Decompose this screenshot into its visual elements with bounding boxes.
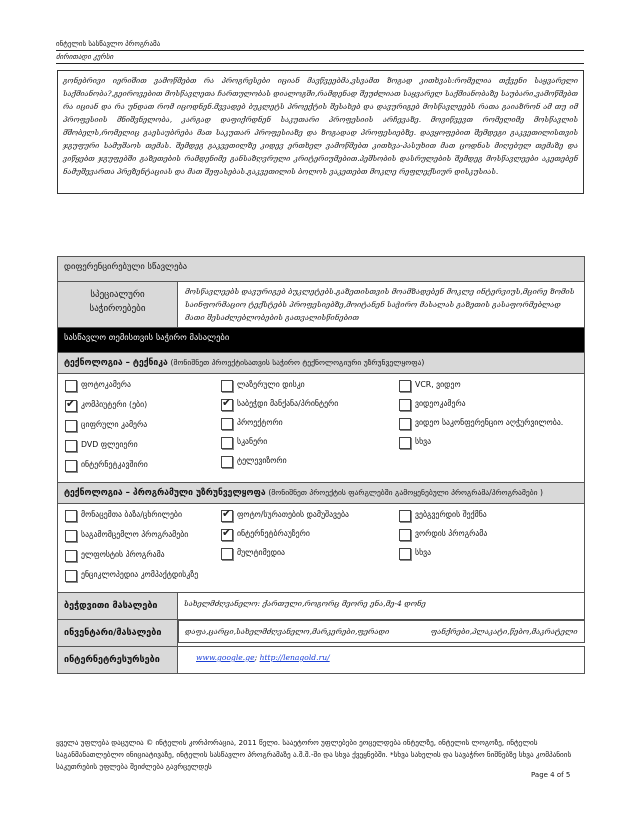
- footer-copyright: ყველა უფლება დაცულია © ინტელის კორპორაცია, 2011 წელი. სააეტორო უფლებები ეოცელდება ინტელზე, ინტელის ლოგოზე, ინტელის საგანმანათლებლო ინიციატივაზე, ინტელის სასწავლო პროგრამაზე ა.შ.შ.-ში და სხვა ქვეყნებში. *სხვა სახელის და სავაჭრო ნიშნებზე სხვა კომპანიის საკუთრების უფლება შეიძლება გავრცელდეს: [56, 738, 572, 771]
- checklist-item: [399, 547, 589, 566]
- checklist-item-label: ინტერნეტკავშირი: [81, 460, 148, 469]
- checked-checkbox[interactable]: [221, 399, 233, 411]
- checkbox[interactable]: [399, 548, 411, 560]
- checklist-item-label: ვებგვერდის შექმნა: [415, 510, 487, 519]
- checklist-item-label: ელფოსტის პროგრამა: [81, 550, 165, 559]
- hardware-col-3: [399, 379, 589, 479]
- checklist-item: [399, 509, 589, 528]
- diff-header: დიფერენცირებული სწავლება: [58, 257, 585, 282]
- checklist-item: [221, 379, 399, 398]
- checklist-item: [65, 419, 221, 439]
- tech-hardware-title-note: (მონიშნეთ პროექტისათვის საჭირო ტექნოლოგიური უზრუნველყოფა): [170, 358, 425, 367]
- hardware-checklist: [58, 374, 585, 483]
- internet-resources-label: ინტერნეტრესურსები: [58, 647, 178, 674]
- link-google[interactable]: www.google.ge: [196, 653, 255, 662]
- checklist-item: [221, 398, 399, 417]
- checkbox[interactable]: [65, 570, 77, 582]
- checked-checkbox[interactable]: [221, 510, 233, 522]
- software-checklist: [58, 504, 585, 593]
- checklist-item-label: ფოტოკამერა: [81, 380, 131, 389]
- tech-software-title-note: (მონიშნეთ პროექტის ფარგლებში გამოყენებული პროგრამა/პროგრამები ): [268, 488, 543, 497]
- supplies-value-b: ფანქრები,პლაკატი,წებო,მაკრატელი: [430, 627, 578, 636]
- checkbox[interactable]: [65, 460, 77, 472]
- checklist-item-label: საგამომცემლო პროგრამები: [81, 530, 189, 539]
- checkbox[interactable]: [399, 437, 411, 449]
- checklist-item-label: სხვა: [415, 548, 432, 557]
- checklist-item: [221, 528, 399, 547]
- checkbox[interactable]: [399, 529, 411, 541]
- checkbox[interactable]: [399, 380, 411, 392]
- header-course: ძირითადი კურსი: [56, 53, 114, 61]
- checklist-item-label: მულტიმედია: [237, 548, 285, 557]
- checklist-item-label: ენციკლოპედია კომპაქტდისკზე: [81, 570, 199, 579]
- checklist-item: [221, 417, 399, 436]
- materials-table: [57, 256, 585, 674]
- checklist-item: [65, 439, 221, 459]
- tech-software-title-bold: ტექნოლოგია – პროგრამული უზრუნველყოფა: [64, 488, 266, 498]
- header-program: ინტელის სასწავლო პროგრამა: [56, 40, 161, 48]
- checklist-item: [399, 379, 589, 398]
- supplies-value: [178, 620, 585, 643]
- page-number: Page 4 of 5: [531, 771, 571, 779]
- materials-header: სასწავლო თემისთვის საჭირო მასალები: [58, 328, 585, 353]
- checklist-item: [399, 417, 589, 436]
- internet-resources-value: [178, 647, 585, 674]
- checklist-item-label: პროექტორი: [237, 418, 283, 427]
- intro-text-box: გონებრივი იერიშით ვამოწმებთ რა პროგრესები იციან მავწვეებმა,ვსვამთ ზოგად კითხვას:რომელია თქვენი საყვარელი საქმიანობა?,გეიროვებით მოსწავლეთა ჩართულობას დიალოგში,რამდენად შეუძლიათ საყვარელ საქმიანობაზე საუბარი,ვამოწმებთ რა იციან და რა უნდათ რომ იცოდნენ.მვვადებ ბუკლეტს პროექტის შესახებ და დავურიგებ მოსწავლეებს რათა გაიაზრონ ამ თუ იმ პროფესიის მნიშვნელობა, კარგად დაფიქრდნენ საკუთარი პროფესიის არჩევაზე. მოვიწვევთ რომელიმე მოსწავლის მშობელს,რომელიც გაესაუბრება მათ საკუთარ პროფესიაზე და ზოგადად პროფესიებზე. დავყოფებით შემდეგი გაკვეთილისთვის ჯგუფური სამუშაოს თემას. შემდეგ გაკვეთილზე კიდევ ერთხელ ვამოწმებთ კითხვა-პასუხით მათ ცოდნას მიღებულ თემაზე და ვიწყებთ ჯგუფებში გაზეთების რამდენიმე განსაზღვრული კრიტერიუმებით.პეშსობის დასრულების შემდეგ მოსწავლეები აკეთებენ ნამუშევართა პრეზენტაციას და მათ შეფასებას.გაკვეთილის ბოლოს ვაკეთებთ მოკლე რეფლექსიურ დისკუსიას.: [57, 70, 584, 194]
- supplies-value-a: დაფა,ცარცი,სახელმძღვანელო,მარკერები,ფერადი: [185, 627, 390, 636]
- checklist-item-label: საბეჭდი მანქანა/პრინტერი: [237, 399, 339, 408]
- checkbox[interactable]: [221, 418, 233, 430]
- checklist-item-label: DVD ფლეიერი: [81, 440, 138, 449]
- checkbox[interactable]: [399, 399, 411, 411]
- checklist-item-label: ინტერნეტბრაუზერი: [237, 529, 310, 538]
- checklist-item-label: კომპიუტერი (ები): [81, 400, 148, 409]
- print-materials-label: ბეჭდვითი მასალები: [58, 593, 178, 620]
- checkbox[interactable]: [221, 437, 233, 449]
- tech-hardware-title: [58, 353, 585, 374]
- special-needs-text: მოსწავლეებს დავურიგებ ბუკლეტებს.გაზეთისთვის მოამზადებენ მოკლე ინტერვიუს,მცირე ზომის საინფორმაციო ტექსტებს პროფესიებზე,მოიტანენ საჭირო მასალას გაზეთის გასაფორმებლად მათი შესაძლებლობების გათვალისწინებით: [178, 282, 585, 328]
- checkbox[interactable]: [65, 440, 77, 452]
- checkbox[interactable]: [65, 510, 77, 522]
- link-separator: ;: [254, 653, 260, 662]
- header-divider: [56, 50, 584, 51]
- checked-checkbox[interactable]: [221, 529, 233, 541]
- checklist-item: [65, 459, 221, 479]
- checklist-item-label: ლაზერული დისკი: [237, 380, 305, 389]
- checkbox[interactable]: [65, 420, 77, 432]
- hardware-col-2: [221, 379, 399, 479]
- checklist-item: [65, 509, 221, 529]
- checklist-item: [65, 569, 221, 589]
- supplies-label: ინვენტარი/მასალები: [58, 620, 178, 647]
- checklist-item: [221, 509, 399, 528]
- checkbox[interactable]: [221, 380, 233, 392]
- checklist-item: [399, 436, 589, 455]
- software-col-2: [221, 509, 399, 589]
- checklist-item: [399, 528, 589, 547]
- checkbox[interactable]: [65, 550, 77, 562]
- tech-hardware-title-bold: ტექნოლოგია – ტექნიკა: [64, 358, 168, 368]
- checklist-item-label: სხვა: [415, 437, 432, 446]
- checked-checkbox[interactable]: [65, 400, 77, 412]
- checklist-item: [65, 379, 221, 399]
- header-divider-2: [56, 63, 584, 64]
- software-col-1: [65, 509, 221, 589]
- checklist-item-label: სკანერი: [237, 437, 268, 446]
- checklist-item-label: ტელევიზორი: [237, 456, 287, 465]
- hardware-col-1: [65, 379, 221, 479]
- print-materials-value: სახელმძღვანელო: ქართული,როგორც მეორე ენა,მე-4 დონე: [178, 593, 585, 620]
- checklist-item: [399, 398, 589, 417]
- checklist-item: [221, 547, 399, 566]
- tech-software-title: [58, 483, 585, 504]
- checklist-item: [221, 455, 399, 474]
- checklist-item-label: ვორდის პროგრამა: [415, 529, 488, 538]
- special-needs-label: სპეციალური საჭიროებები: [58, 282, 178, 328]
- checklist-item: [221, 436, 399, 455]
- checklist-item-label: ციფრული კამერა: [81, 420, 148, 429]
- software-col-3: [399, 509, 589, 589]
- checkbox[interactable]: [221, 456, 233, 468]
- checklist-item-label: VCR, ვიდეო: [415, 380, 461, 389]
- checklist-item-label: ფოტო/სურათების დამუშავება: [237, 510, 349, 519]
- checklist-item: [65, 529, 221, 549]
- checkbox[interactable]: [65, 380, 77, 392]
- checkbox[interactable]: [65, 530, 77, 542]
- checkbox[interactable]: [399, 510, 411, 522]
- link-lenagold[interactable]: http://lenagold.ru/: [259, 653, 330, 662]
- checklist-item-label: ვიდეო საკონფერენციო აღჭურვილობა.: [415, 418, 564, 427]
- checklist-item-label: მონაცემთა ბაზა/ცხრილები: [81, 510, 182, 519]
- checklist-item: [65, 549, 221, 569]
- checkbox[interactable]: [399, 418, 411, 430]
- checklist-item: [65, 399, 221, 419]
- checkbox[interactable]: [221, 548, 233, 560]
- checklist-item-label: ვიდეოკამერა: [415, 399, 466, 408]
